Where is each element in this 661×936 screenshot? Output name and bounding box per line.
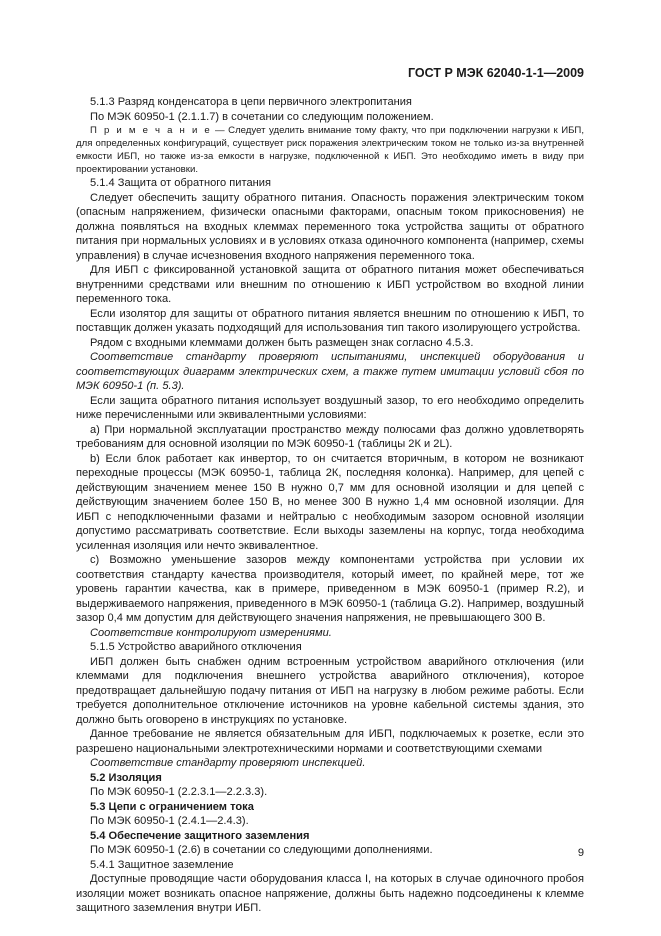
note-label: П р и м е ч а н и е (90, 125, 212, 136)
compliance-note: Соответствие стандарту проверяют испытаниями, инспекцией оборудования и соответствующих диаграмм электрических схем, а также путем имитации условий сбоя по МЭК 60950-1 (п. 5.3). (76, 351, 584, 392)
subsection-title-5-1-3: 5.1.3 Разряд конденсатора в цепи первичного электропитания (90, 96, 412, 108)
section-title-5-3: 5.3 Цепи с ограничением тока (90, 800, 254, 813)
compliance-note: Соответствие стандарту проверяют инспекцией. (90, 757, 366, 769)
section-title-5-2: 5.2 Изоляция (90, 771, 162, 784)
subsection-title-5-1-5: 5.1.5 Устройство аварийного отключения (90, 641, 302, 653)
compliance-note: Соответствие контролируют измерениями. (90, 626, 332, 639)
note (76, 124, 584, 176)
list-item-c: c) Возможно уменьшение зазоров между компонентами устройства при условии их соответствия стандарту качества производителя, который имеет, по крайней мере, тот же уровень гарантии качества, как в примере, приведенном в МЭК 60950-1 (пример R.2), и выдерживаемого напряжения, приведенного в МЭК 60950-1 (таблица G.2). Например, воздушный зазор 0,4 мм допустим для действующего значения напряжения, не превышающего 300 В. (76, 554, 584, 624)
paragraph: ИБП должен быть снабжен одним встроенным устройством аварийного отключения (или клеммами для подключения внешнего устройства аварийного отключения), которое предотвращает дальнейшую подачу питания от ИБП на нагрузку в любом режиме работы. Если требуется дополнительное отключение источников на уровне кабельной системы здания, это должно быть оговорено в инструкциях по установке. (76, 655, 584, 726)
subsection-title-5-4-1: 5.4.1 Защитное заземление (90, 858, 234, 871)
note-text: — Следует уделить внимание тому факту, что при подключении нагрузки к ИБП, для определенных конфигураций, существует риск поражения электрическим током не только из-за внутренней емкости ИБП, но также из-за емкости в нагрузке, подключенной к ИБП. Это необходимо иметь в виду при проектировании установки. (76, 125, 584, 175)
paragraph: Для ИБП с фиксированной установкой защита от обратного питания может обеспечиваться внутренними средствами или внешним по отношению к ИБП устройством во входной линии переменного тока. (76, 264, 584, 305)
document-header: ГОСТ Р МЭК 62040-1-1—2009 (408, 66, 584, 80)
page-number: 9 (577, 847, 584, 859)
paragraph: Следует обеспечить защиту обратного питания. Опасность поражения электрическим током (опасным напряжением, физически опасными факторами, опасным током прикосновения) не должна появляться на входных клеммах переменного тока устройства защиты от обратного питания при нормальных условиях и в условиях отказа одиночного компонента (например, схемы управления) в случае исчезновения входного напряжения переменного тока. (76, 191, 584, 262)
paragraph: По МЭК 60950-1 (2.4.1—2.4.3). (90, 815, 249, 827)
paragraph: Рядом с входными клеммами должен быть размещен знак согласно 4.5.3. (90, 336, 474, 349)
document-body (76, 95, 584, 916)
paragraph: Доступные проводящие части оборудования класса I, на которых в случае одиночного пробоя изоляции может возникать опасное напряжение, должны быть надежно подсоединены к клемме защитного заземления внутри ИБП. (76, 873, 584, 914)
paragraph: Данное требование не является обязательным для ИБП, подключаемых к розетке, если это разрешено национальными электротехническими нормами и соответствующими схемами (76, 728, 584, 755)
paragraph: Если защита обратного питания использует воздушный зазор, то его необходимо определить ниже перечисленными или эквивалентными условиями: (76, 394, 584, 421)
subsection-title-5-1-4: 5.1.4 Защита от обратного питания (90, 177, 271, 189)
paragraph: По МЭК 60950-1 (2.2.3.1—2.2.3.3). (90, 786, 268, 798)
paragraph: Если изолятор для защиты от обратного питания является внешним по отношению к ИБП, то поставщик должен указать подходящий для использования тип такого изолирующего устройства. (76, 307, 584, 334)
paragraph: По МЭК 60950-1 (2.6) в сочетании со следующими дополнениями. (90, 844, 433, 856)
section-title-5-4: 5.4 Обеспечение защитного заземления (90, 829, 310, 842)
list-item-b: b) Если блок работает как инвертор, то он считается вторичным, в котором не возникают переходные процессы (МЭК 60950-1, таблица 2К, последняя колонка). Например, для цепей с действующим значением менее 150 В нужно 0,7 мм для основной изоляции и для цепей с действующим значением более 150 В, но менее 300 В нужно 1,4 мм основной изоляции. Для ИБП с неподключенными фазами и нейтралью с необходимым зазором основной изоляции допустимо рассматривать соответствие. Если выходы заземлены на корпус, тогда необходима усиленная изоляция или нечто эквивалентное. (76, 452, 584, 552)
paragraph: По МЭК 60950-1 (2.1.1.7) в сочетании со следующим положением. (90, 110, 434, 123)
list-item-a: a) При нормальной эксплуатации пространство между полюсами фаз должно удовлетворять требованиям для основной изоляции по МЭК 60950-1 (таблицы 2К и 2L). (76, 423, 584, 450)
